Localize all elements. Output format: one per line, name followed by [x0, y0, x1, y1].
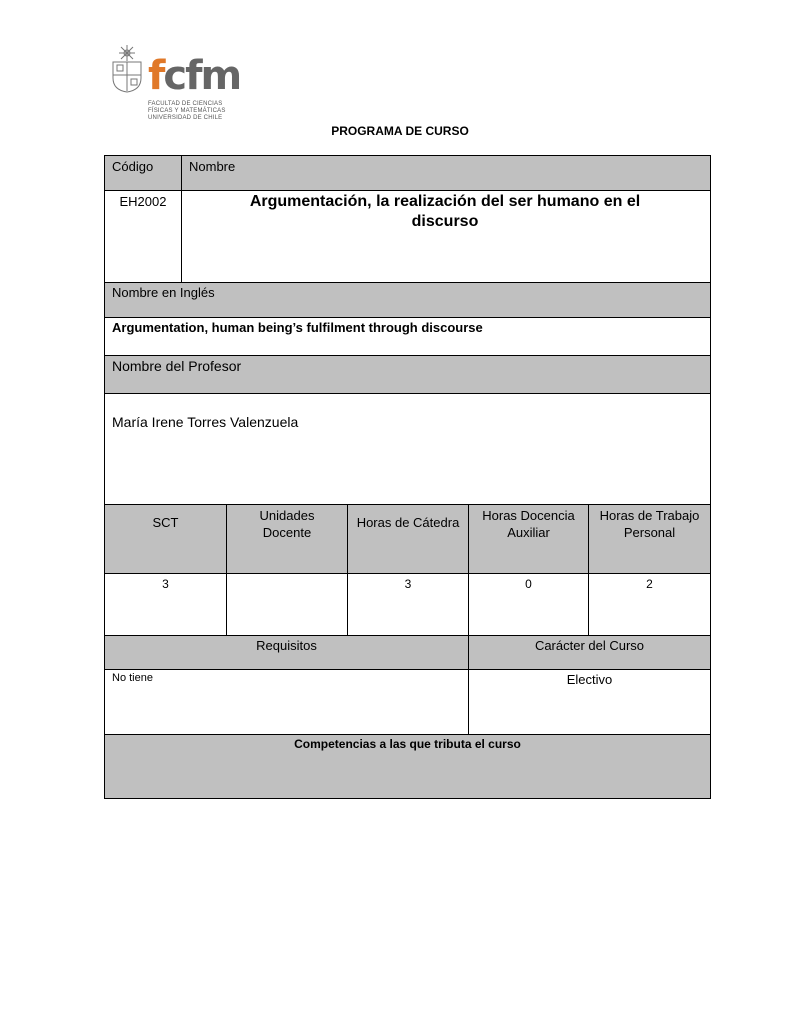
horas-trabajo-personal-value: 2: [646, 577, 653, 591]
course-code: EH2002: [105, 191, 182, 282]
sct-header: SCT: [105, 505, 227, 573]
english-name-label: Nombre en Inglés: [104, 282, 711, 318]
code-label: Código: [105, 156, 182, 190]
name-label: Nombre: [189, 159, 236, 174]
horas-docencia-auxiliar-value: 0: [469, 574, 589, 635]
requisitos-value: No tiene: [105, 670, 469, 734]
unidades-docente-header: Unidades Docente: [227, 505, 348, 573]
requisitos-label: Requisitos: [105, 636, 469, 669]
professor-name: María Irene Torres Valenzuela: [112, 414, 299, 430]
unidades-docente-value: [227, 574, 348, 635]
horas-catedra-value: 3: [348, 574, 469, 635]
fcfm-logo: [110, 44, 241, 124]
caracter-label: Carácter del Curso: [534, 638, 645, 653]
code-name-header-row: [104, 155, 711, 191]
competencias-label: Competencias a las que tributa el curso: [104, 734, 711, 799]
horas-docencia-auxiliar-header: Horas Docencia Auxiliar: [469, 505, 589, 573]
hours-header-row: [104, 504, 711, 574]
professor-label: Nombre del Profesor: [104, 355, 711, 394]
logo-wordmark: fcfm: [148, 53, 241, 99]
caracter-value: Electivo: [566, 672, 613, 687]
course-name: Argumentación, la realización del ser humano en el discurso: [249, 193, 641, 230]
requirements-value-row: [104, 669, 711, 735]
requirements-header-row: [104, 635, 711, 670]
english-name: Argumentation, human being’s fulfilment through discourse: [104, 317, 711, 356]
professor-cell: [104, 393, 711, 505]
code-name-value-row: [104, 190, 711, 283]
university-crest-icon: [110, 44, 144, 94]
sct-value: 3: [105, 574, 227, 635]
horas-trabajo-personal-header: Horas de Trabajo Personal: [599, 508, 700, 540]
page-title: PROGRAMA DE CURSO: [331, 124, 469, 138]
hours-value-row: [104, 573, 711, 636]
horas-catedra-header: Horas de Cátedra: [348, 505, 469, 573]
logo-subtitle: FACULTAD DE CIENCIAS FÍSICAS Y MATEMÁTICAS UNIVERSIDAD DE CHILE: [148, 101, 226, 121]
